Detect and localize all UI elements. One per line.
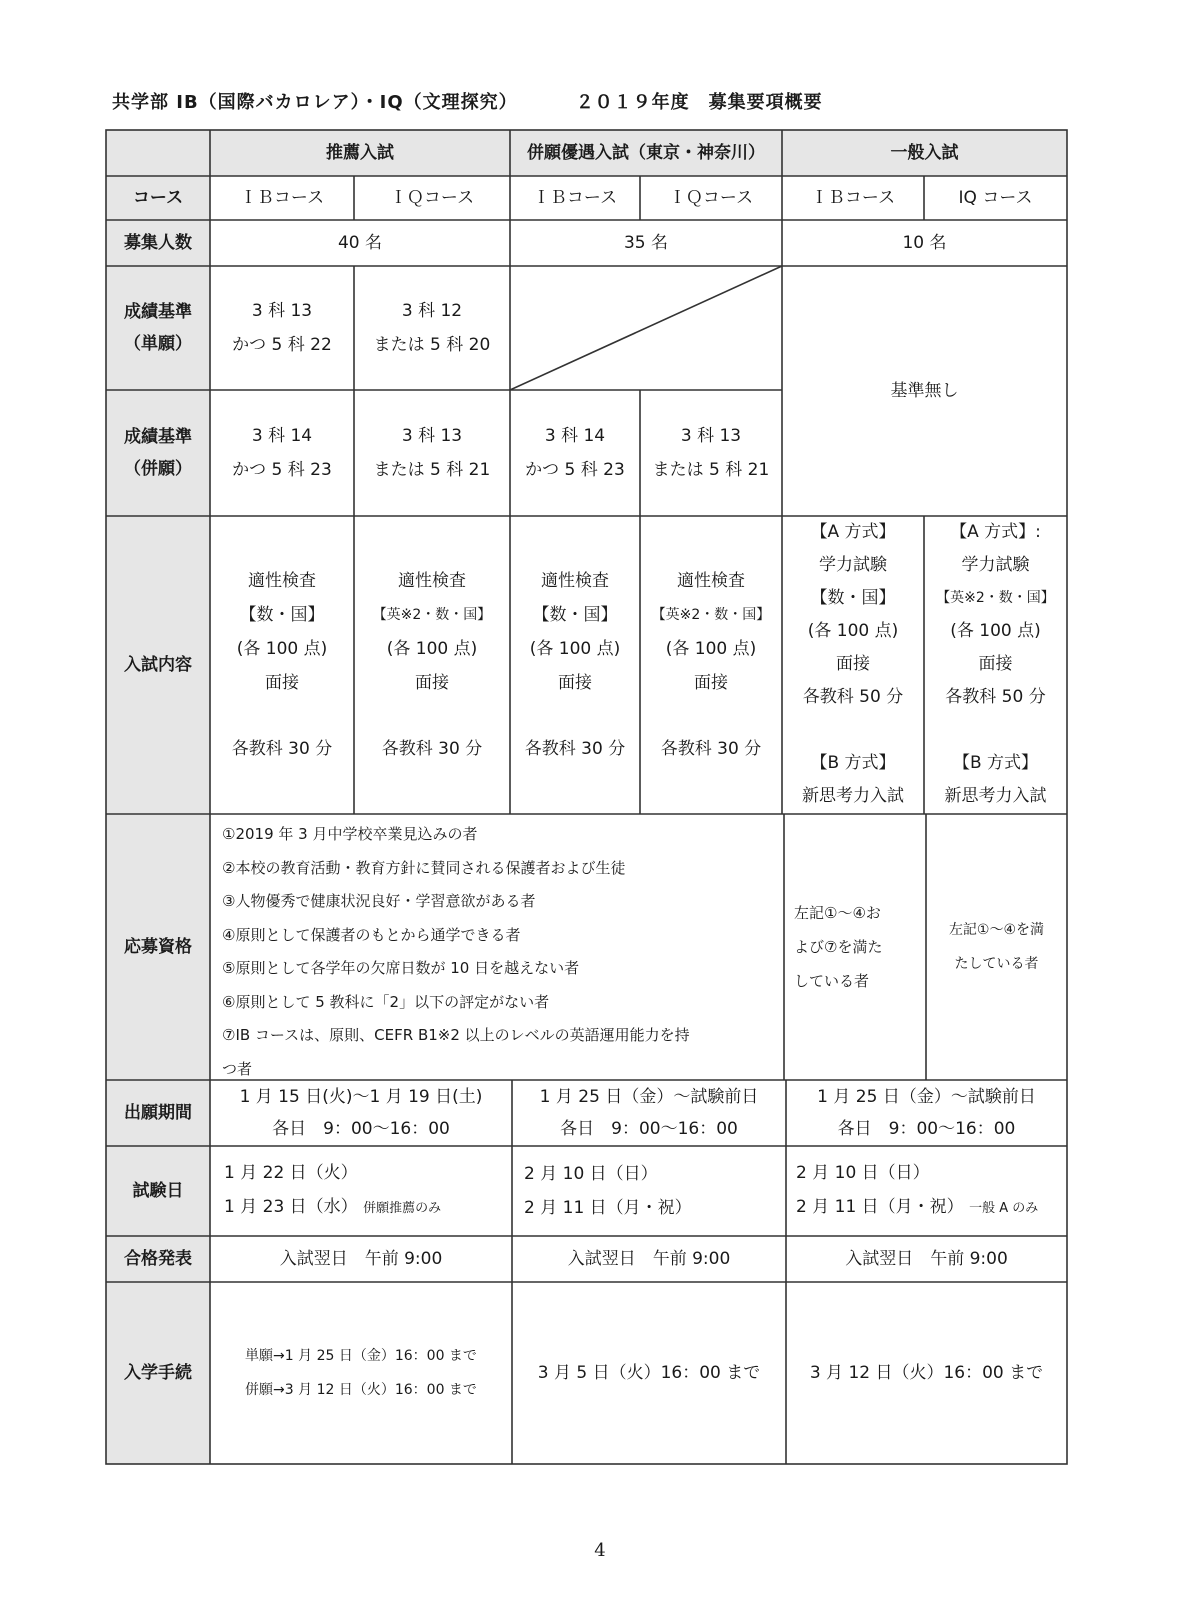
grade-line: かつ 5 科 23 (525, 460, 625, 480)
exam-line: (各 100 点) (386, 639, 478, 659)
grade-line: 3 科 14 (544, 426, 606, 446)
row-header-grade-single-line1: 成績基準 (124, 302, 192, 322)
exam-line: 各教科 50 分 (945, 687, 1046, 707)
exam-line: 【数・国】 (239, 605, 325, 625)
grade-line: 3 科 13 (401, 426, 463, 446)
exam-line: (各 100 点) (665, 639, 757, 659)
table-border (106, 130, 1067, 1464)
exam-line: 学力試験 (961, 555, 1030, 575)
capacity-suisen: 40 名 (337, 233, 383, 253)
qual-line: よび⑦を満た (794, 938, 883, 956)
row-header-course: コース (106, 176, 210, 220)
qual-line: 左記①～④お (794, 904, 881, 922)
exam-line: 各教科 50 分 (802, 687, 904, 707)
result-suisen: 入試翌日 午前 9:00 (279, 1249, 443, 1269)
exam-line: (各 100 点) (807, 621, 899, 641)
grade-line: 3 科 14 (251, 426, 313, 446)
exam-line: 各教科 30 分 (524, 739, 626, 759)
exam-line: (各 100 点) (950, 621, 1041, 641)
exam-line: 面接 (265, 673, 299, 693)
grade-line: かつ 5 科 23 (232, 460, 332, 480)
row-header-grade-combined-line1: 成績基準 (124, 427, 192, 447)
row-header-grade-combined-line2: （併願） (124, 459, 192, 479)
header-ippan: 一般入試 (782, 130, 1067, 176)
period-line: 1 月 25 日（金）～試験前日 (817, 1087, 1036, 1107)
row-header-capacity: 募集人数 (106, 220, 210, 266)
qual-line: している者 (794, 972, 870, 990)
period-line: 1 月 15 日(火)～1 月 19 日(土) (239, 1087, 483, 1107)
exam-line: 【英※2・数・国】 (372, 607, 492, 623)
date-text: 1 月 23 日（水） (224, 1197, 358, 1217)
exam-line: 適性検査 (248, 571, 316, 591)
date-text: 2 月 11 日（月・祝） (796, 1197, 964, 1217)
exam-line: 【数・国】 (532, 605, 618, 625)
ippan-grade-none: 基準無し (890, 381, 959, 401)
exam-line: 適性検査 (677, 571, 745, 591)
row-header-procedure: 入学手続 (106, 1282, 210, 1464)
qualification-item: ⑥原則として 5 教科に「2」以下の評定がない者 (222, 992, 550, 1011)
exam-line: 各教科 30 分 (660, 739, 762, 759)
row-header-application-period: 出願期間 (106, 1080, 210, 1146)
exam-line: 【A 方式】: (950, 522, 1041, 542)
date-note: 併願推薦のみ (363, 1201, 442, 1216)
exam-line: 新思考力入試 (944, 786, 1047, 806)
procedure-heigan: 3 月 5 日（火）16：00 まで (537, 1363, 761, 1383)
exam-line: 新思考力入試 (802, 786, 904, 806)
grade-line: または 5 科 21 (652, 460, 770, 480)
exam-line: (各 100 点) (529, 639, 621, 659)
exam-line: 面接 (558, 673, 592, 693)
grade-line: または 5 科 21 (373, 460, 491, 480)
exam-line: 【B 方式】 (810, 753, 896, 773)
capacity-ippan: 10 名 (902, 233, 947, 253)
exam-line: 【数・国】 (810, 588, 896, 608)
header-heigan: 併願優遇入試（東京・神奈川） (510, 130, 782, 176)
date-line: 2 月 11 日（月・祝） (524, 1198, 692, 1218)
period-line: 各日 9：00～16：00 (272, 1119, 450, 1139)
course-ippan-iq: IQ コース (958, 188, 1033, 208)
course-heigan-iq: ＩＱコース (668, 188, 754, 208)
course-suisen-ib: ＩＢコース (239, 188, 325, 208)
grade-line: 3 科 13 (680, 426, 742, 446)
qualification-item: ③人物優秀で健康状況良好・学習意欲がある者 (222, 892, 536, 910)
date-line: 2 月 10 日（日） (796, 1163, 930, 1183)
exam-line: 【英※2・数・国】 (651, 607, 771, 623)
procedure-line: 単願→1 月 25 日（金）16：00 まで (245, 1348, 477, 1364)
result-heigan: 入試翌日 午前 9:00 (567, 1249, 731, 1269)
qualification-item: ④原則として保護者のもとから通学できる者 (222, 925, 521, 944)
row-header-qualifications: 応募資格 (106, 814, 210, 1080)
qualification-item: つ者 (222, 1059, 253, 1078)
qualification-item: ⑤原則として各学年の欠席日数が 10 日を越えない者 (222, 959, 580, 977)
course-suisen-iq: ＩＱコース (389, 188, 475, 208)
procedure-ippan: 3 月 12 日（火）16：00 まで (809, 1363, 1044, 1383)
exam-line: 面接 (836, 654, 870, 674)
header-suisen: 推薦入試 (210, 130, 510, 176)
course-heigan-ib: ＩＢコース (532, 188, 618, 208)
exam-line: 面接 (415, 673, 449, 693)
grade-line: 3 科 12 (401, 301, 463, 321)
row-header-exam-date: 試験日 (106, 1146, 210, 1236)
period-line: 1 月 25 日（金）～試験前日 (539, 1087, 759, 1107)
exam-line: 面接 (978, 654, 1013, 674)
exam-line: 【英※2・数・国】 (936, 590, 1055, 606)
date-line: 2 月 10 日（日） (524, 1164, 658, 1184)
row-header-exam-content: 入試内容 (106, 516, 210, 814)
grade-line: かつ 5 科 22 (232, 335, 332, 355)
date-note: 一般 A のみ (969, 1201, 1039, 1216)
grade-line: または 5 科 20 (373, 335, 491, 355)
capacity-heigan: 35 名 (623, 233, 669, 253)
qualification-item: ①2019 年 3 月中学校卒業見込みの者 (222, 825, 478, 843)
date-line: 1 月 22 日（火） (224, 1163, 358, 1183)
row-header-grade-single-line2: （単願） (124, 334, 192, 354)
exam-line: 面接 (694, 673, 728, 693)
period-line: 各日 9：00～16：00 (560, 1119, 738, 1139)
course-ippan-ib: ＩＢコース (810, 188, 896, 208)
exam-line: 各教科 30 分 (381, 739, 483, 759)
page-number: 4 (594, 1540, 606, 1561)
exam-line: (各 100 点) (236, 639, 328, 659)
qualification-item: ②本校の教育活動・教育方針に賛同される保護者および生徒 (222, 858, 626, 877)
title-main: 共学部 IB（国際バカロレア）・IQ（文理探究） (112, 92, 518, 113)
exam-line: 【B 方式】 (952, 753, 1039, 773)
qualification-item: ⑦IB コースは、原則、CEFR B1※2 以上のレベルの英語運用能力を持 (222, 1026, 690, 1044)
period-line: 各日 9：00～16：00 (837, 1119, 1016, 1139)
procedure-line: 併願→3 月 12 日（火）16：00 まで (245, 1382, 477, 1398)
grade-line: 3 科 13 (251, 301, 313, 321)
title-year: ２０１９年度 募集要項概要 (575, 92, 823, 113)
exam-line: 適性検査 (541, 571, 609, 591)
qual-line: たしている者 (954, 956, 1039, 972)
qual-line: 左記①～④を満 (948, 922, 1045, 938)
exam-line: 学力試験 (819, 555, 887, 575)
exam-line: 各教科 30 分 (231, 739, 333, 759)
row-header-result: 合格発表 (106, 1236, 210, 1282)
empty-cell-diagonal (510, 266, 782, 390)
exam-line: 【A 方式】 (810, 522, 896, 542)
result-ippan: 入試翌日 午前 9:00 (845, 1249, 1008, 1269)
exam-line: 適性検査 (398, 571, 466, 591)
